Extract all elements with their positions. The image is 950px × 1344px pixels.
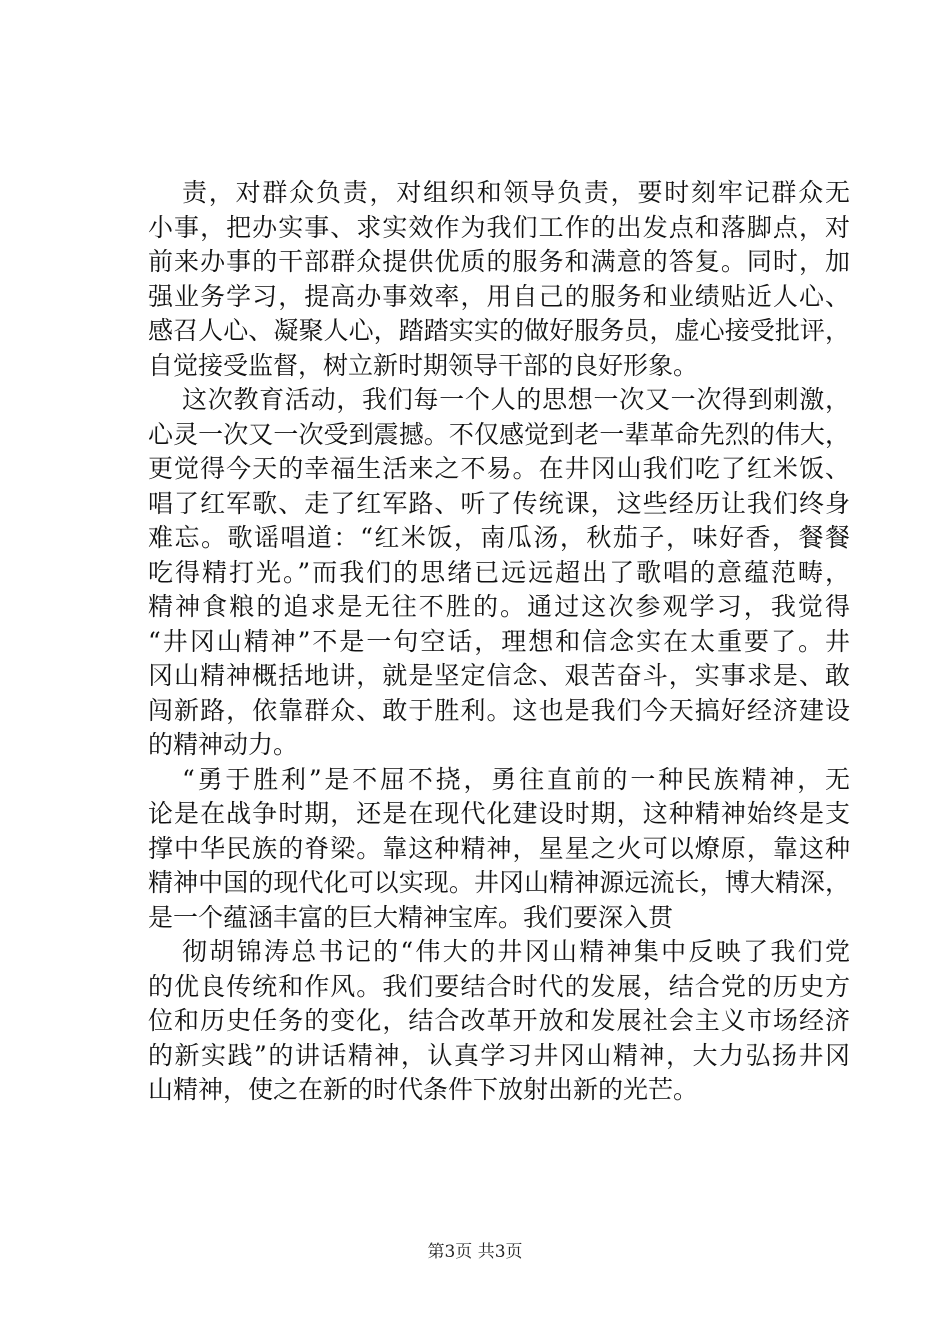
paragraph-4-line-3: 位和历史任务的变化，结合改革开放和发展社会主义市场经济: [148, 1006, 850, 1035]
paragraph-1-line-4: 强业务学习，提高办事效率，用自己的服务和业绩贴近人心、: [148, 281, 850, 311]
paragraph-1-line-2: 小事，把办实事、求实效作为我们工作的出发点和落脚点，对: [148, 212, 850, 242]
paragraph-1-line-3: 前来办事的干部群众提供优质的服务和满意的答复。同时，加: [148, 247, 850, 276]
paragraph-4-line-4: 的新实践”的讲话精神，认真学习井冈山精神，大力弘扬井冈: [148, 1040, 850, 1070]
paragraph-3-line-2: 论是在战争时期，还是在现代化建设时期，这种精神始终是支: [148, 799, 850, 828]
paragraph-4-line-1: 彻胡锦涛总书记的“伟大的井冈山精神集中反映了我们党: [182, 937, 850, 966]
paragraph-3-line-1: “勇于胜利”是不屈不挠，勇往直前的一种民族精神，无: [182, 764, 850, 794]
paragraph-1-line-6: 自觉接受监督，树立新时期领导干部的良好形象。: [148, 350, 699, 380]
paragraph-3-line-5: 是一个蕴涵丰富的巨大精神宝库。我们要深入贯: [148, 902, 674, 932]
paragraph-4-line-2: 的优良传统和作风。我们要结合时代的发展，结合党的历史方: [148, 971, 850, 1001]
paragraph-2-line-8: “井冈山精神”不是一句空话，理想和信念实在太重要了。井: [148, 626, 850, 656]
paragraph-2-line-9: 冈山精神概括地讲，就是坚定信念、艰苦奋斗，实事求是、敢: [148, 661, 850, 690]
paragraph-2-line-11: 的精神动力。: [148, 730, 299, 759]
paragraph-3-line-4: 精神中国的现代化可以实现。井冈山精神源远流长，博大精深，: [148, 868, 850, 897]
paragraph-2-line-10: 闯新路，依靠群众、敢于胜利。这也是我们今天搞好经济建设: [148, 695, 850, 725]
paragraph-2-line-3: 更觉得今天的幸福生活来之不易。在井冈山我们吃了红米饭、: [148, 454, 850, 483]
paragraph-2-line-1: 这次教育活动，我们每一个人的思想一次又一次得到刺激，: [182, 385, 850, 414]
paragraph-2-line-7: 精神食粮的追求是无往不胜的。通过这次参观学习，我觉得: [148, 592, 850, 621]
paragraph-4-line-5: 山精神，使之在新的时代条件下放射出新的光芒。: [148, 1075, 699, 1104]
paragraph-1-line-5: 感召人心、凝聚人心，踏踏实实的做好服务员，虚心接受批评，: [148, 316, 850, 345]
paragraph-2-line-2: 心灵一次又一次受到震撼。不仅感觉到老一辈革命先烈的伟大，: [148, 419, 850, 449]
paragraph-2-line-5: 难忘。歌谣唱道：“红米饭，南瓜汤，秋茄子，味好香，餐餐: [148, 523, 850, 552]
body-text: [148, 176, 850, 1108]
paragraph-1-line-1: 责，对群众负责，对组织和领导负责，要时刻牢记群众无: [182, 178, 850, 207]
page-number-footer: 第3页 共3页: [427, 1242, 523, 1262]
paragraph-3-line-3: 撑中华民族的脊梁。靠这种精神，星星之火可以燎原，靠这种: [148, 833, 850, 863]
paragraph-2-line-6: 吃得精打光。”而我们的思绪已远远超出了歌唱的意蕴范畴，: [148, 557, 850, 587]
paragraph-2-line-4: 唱了红军歌、走了红军路、听了传统课，这些经历让我们终身: [148, 488, 850, 518]
